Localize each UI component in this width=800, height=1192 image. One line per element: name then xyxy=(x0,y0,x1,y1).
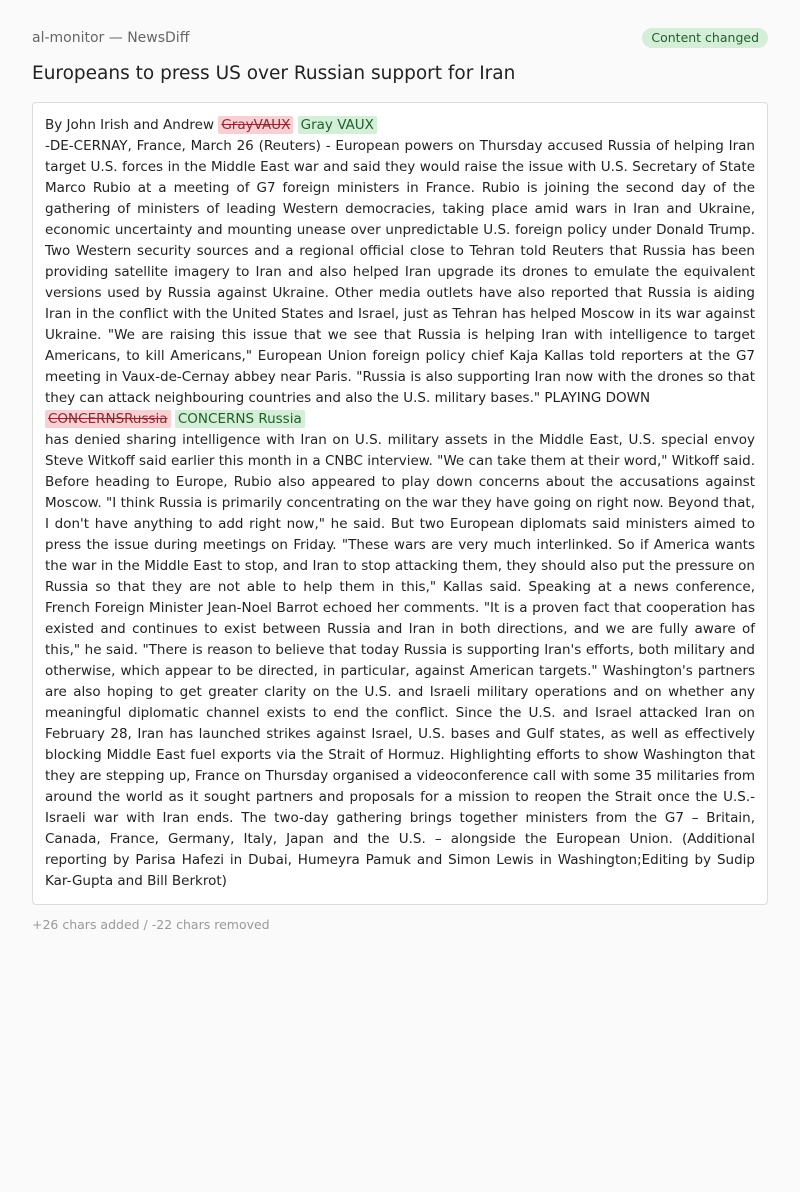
removed-text: CONCERNSRussia xyxy=(45,410,171,428)
diff-row xyxy=(45,409,755,430)
byline-text: By John Irish and Andrew xyxy=(45,117,215,133)
article-title: Europeans to press US over Russian support for Iran xyxy=(32,63,516,84)
added-text: Gray VAUX xyxy=(298,116,377,134)
removed-text: GrayVAUX xyxy=(218,116,293,134)
byline-row xyxy=(45,115,755,136)
article-paragraph: -DE-CERNAY, France, March 26 (Reuters) - European powers on Thursday accused Russia of helping Iran target U.S. forces in the Middle East war and said they would raise the issue with U.S. Secretary of State Marco Rubio at a meeting of G7 foreign ministers in France. Rubio is joining the second day of the gathering of ministers of leading Western democracies, taking place amid wars in Iran and Ukraine, economic uncertainty and mounting unease over unpredictable U.S. foreign policy under Donald Trump. Two Western security sources and a regional official close to Tehran told Reuters that Russia has been providing satellite imagery to Iran and also helped Iran upgrade its drones to emulate the equivalent versions used by Russia against Ukraine. Other media outlets have also reported that Russia is aiding Iran in the conflict with the United States and Israel, just as Tehran has helped Moscow in its war against Ukraine. "We are raising this issue that we see that Russia is helping Iran with intelligence to target Americans, to kill Americans," European Union foreign policy chief Kaja Kallas told reporters at the G7 meeting in Vaux-de-Cernay abbey near Paris. "Russia is also supporting Iran now with the drones so that they can attack neighbouring countries and also the U.S. military bases." PLAYING DOWN xyxy=(45,138,755,406)
source-label: al-monitor — NewsDiff xyxy=(32,30,190,46)
diff-stats: +26 chars added / -22 chars removed xyxy=(32,917,270,932)
article-paragraph: has denied sharing intelligence with Iran on U.S. military assets in the Middle East, U.S. special envoy Steve Witkoff said earlier this month in a CNBC interview. "We can take them at their word," Witkoff said. Before heading to Europe, Rubio also appeared to play down concerns about the accusations against Moscow. "I think Russia is primarily concentrating on the war they have going on right now. Beyond that, I don't have anything to add right now," he said. But two European diplomats said ministers aimed to press the issue during meetings on Friday. "These wars are very much interlinked. So if America wants the war in the Middle East to stop, and Iran to stop attacking them, they should also put the pressure on Russia so that they are not able to help them in this," Kallas said. Speaking at a news conference, French Foreign Minister Jean-Noel Barrot echoed her comments. "It is a proven fact that cooperation has existed and continues to exist between Russia and Iran in both directions, and we are fully aware of this," he said. "There is reason to believe that today Russia is supporting Iran's efforts, both military and otherwise, which appear to be directed, in particular, against American targets." Washington's partners are also hoping to get greater clarity on the U.S. and Israeli military operations and on whether any meaningful diplomatic channel exists to end the conflict. Since the U.S. and Israel attacked Iran on February 28, Iran has launched strikes against Israel, U.S. bases and Gulf states, as well as effectively blocking Middle East fuel exports via the Strait of Hormuz. Highlighting efforts to show Washington that they are stepping up, France on Thursday organised a videoconference call with some 35 militaries from around the world as it sought partners and proposals for a mission to reopen the Strait once the U.S.-Israeli war with Iran ends. The two-day gathering brings together ministers from the G7 – Britain, Canada, France, Germany, Italy, Japan and the U.S. – alongside the European Union. (Additional reporting by Parisa Hafezi in Dubai, Humeyra Pamuk and Simon Lewis in Washington;Editing by Sudip Kar-Gupta and Bill Berkrot) xyxy=(45,432,755,889)
article-body xyxy=(32,102,768,905)
status-badge: Content changed xyxy=(642,28,768,48)
added-text: CONCERNS Russia xyxy=(175,410,305,428)
header xyxy=(32,28,768,48)
